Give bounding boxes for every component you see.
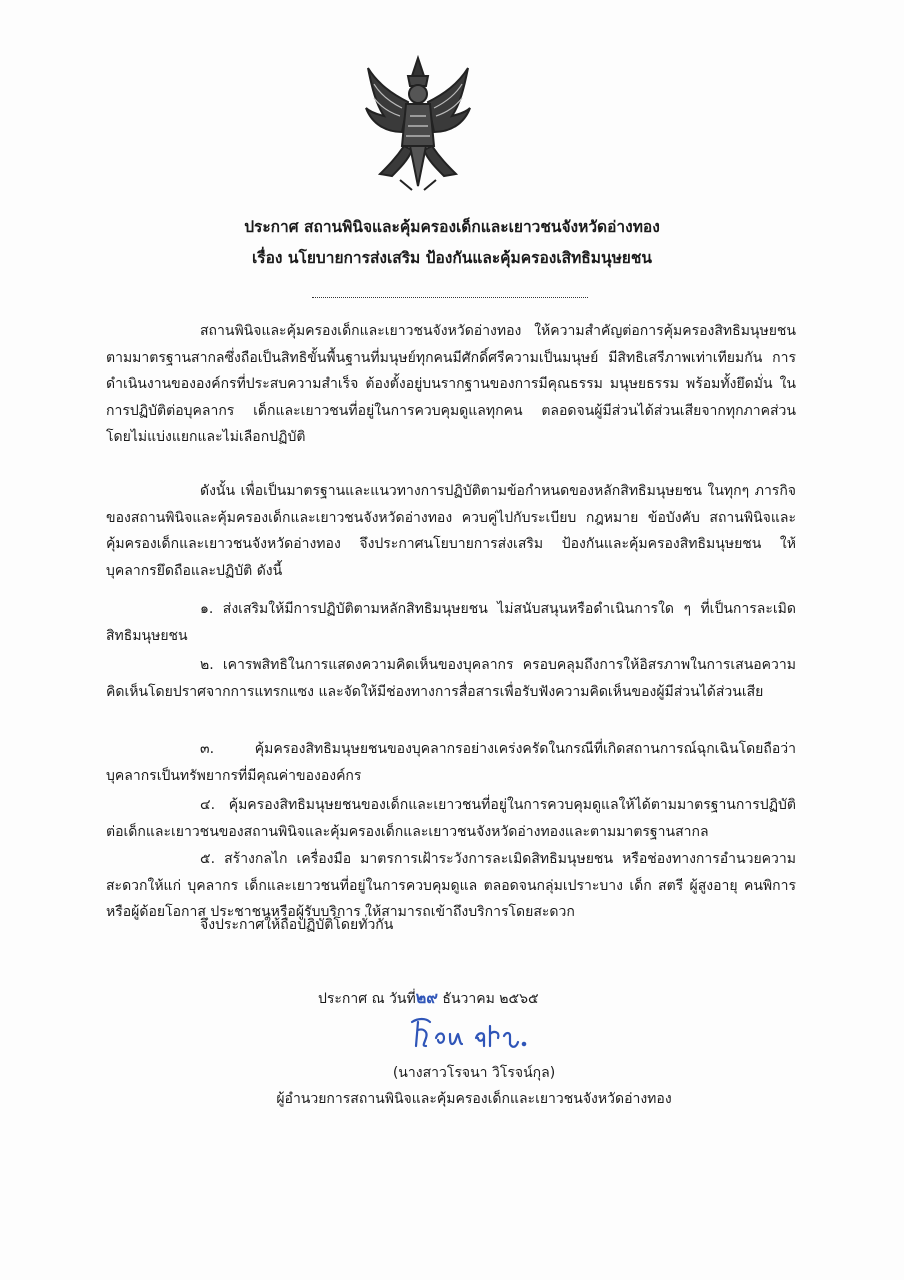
closing-statement: จึงประกาศให้ถือปฏิบัติโดยทั่วกัน [200, 917, 394, 933]
list-item: ๔. คุ้มครองสิทธิมนุษยชนของเด็กและเยาวชนที่อยู่ในการควบคุมดูแลให้ได้ตามมาตรฐานการปฏิบัติต่อเด็กและเยาวชนของสถานพินิจและคุ้มครองเด็กและเยาวชนจังหวัดอ่างทองและตามมาตรฐานสากล [106, 797, 796, 840]
signatory-position: ผู้อำนวยการสถานพินิจและคุ้มครองเด็กและเยาวชนจังหวัดอ่างทอง [276, 1091, 672, 1107]
policy-item-1 [106, 596, 796, 649]
garuda-emblem-icon [362, 54, 474, 194]
date-month-year: ธันวาคม ๒๕๖๕ [442, 991, 539, 1007]
handwritten-signature [404, 1010, 534, 1058]
list-item: ๓. คุ้มครองสิทธิมนุษยชนของบุคลากรอย่างเคร่งครัดในกรณีที่เกิดสถานการณ์ฉุกเฉินโดยถือว่าบุคลากรเป็นทรัพยากรที่มีคุณค่าขององค์กร [106, 741, 796, 784]
announcement-title: ประกาศ สถานพินิจและคุ้มครองเด็กและเยาวชนจังหวัดอ่างทอง [244, 218, 660, 236]
signatory-name: (นางสาวโรจนา วิโรจน์กุล) [392, 1065, 556, 1081]
paragraph-text: ดังนั้น เพื่อเป็นมาตรฐานและแนวทางการปฏิบัติตามข้อกำหนดของหลักสิทธิมนุษยชน ในทุกๆ ภารกิจของสถานพินิจและคุ้มครองเด็กและเยาวชนจังหวัดอ่างทอง ควบคู่ไปกับระเบียบ กฎหมาย ข้อบังคับ สถานพินิจและคุ้มครองเด็กและเยาวชนจังหวัดอ่างทอง จึงประกาศนโยบายการส่งเสริม ป้องกันและคุ้มครองสิทธิมนุษยชน ให้บุคลากรยึดถือและปฏิบัติ ดังนี้ [106, 483, 796, 579]
dotted-separator [312, 297, 588, 298]
date-day-handwritten: ๒๙ [415, 988, 438, 1007]
announcement-date [318, 986, 539, 1011]
paragraph-policy-intro [106, 478, 796, 584]
list-item: ๑. ส่งเสริมให้มีการปฏิบัติตามหลักสิทธิมนุษยชน ไม่สนับสนุนหรือดำเนินการใด ๆ ที่เป็นการละเมิดสิทธิมนุษยชน [106, 601, 796, 644]
policy-item-2 [106, 652, 796, 705]
date-prefix: ประกาศ ณ วันที่ [318, 991, 416, 1007]
policy-item-3 [106, 736, 796, 789]
paragraph-text: สถานพินิจและคุ้มครองเด็กและเยาวชนจังหวัดอ่างทอง ให้ความสำคัญต่อการคุ้มครองสิทธิมนุษยชน ตามมาตรฐานสากลซึ่งถือเป็นสิทธิขั้นพื้นฐานที่มนุษย์ทุกคนมีศักดิ์ศรีความเป็นมนุษย์ มีสิทธิเสรีภาพเท่าเทียมกัน การดำเนินงานขององค์กรที่ประสบความสำเร็จ ต้องตั้งอยู่บนรากฐานของการมีคุณธรรม มนุษยธรรม พร้อมทั้งยึดมั่น ในการปฏิบัติต่อบุคลากร เด็กและเยาวชนที่อยู่ในการควบคุมดูแลทุกคน ตลอดจนผู้มีส่วนได้ส่วนเสียจากทุกภาคส่วน โดยไม่แบ่งแยกและไม่เลือกปฏิบัติ [106, 323, 796, 445]
announcement-subject: เรื่อง นโยบายการส่งเสริม ป้องกันและคุ้มครองเสิทธิมนุษยชน [252, 249, 652, 267]
list-item: ๕. สร้างกลไก เครื่องมือ มาตรการเฝ้าระวังการละเมิดสิทธิมนุษยชน หรือช่องทางการอำนวยความสะดวกให้แก่ บุคลากร เด็กและเยาวชนที่อยู่ในการควบคุมดูแล ตลอดจนกลุ่มเปราะบาง เด็ก สตรี ผู้สูงอายุ คนพิการหรือผู้ด้อยโอกาส ประชาชนหรือผู้รับบริการ ให้สามารถเข้าถึงบริการโดยสะดวก [106, 851, 796, 920]
list-item: ๒. เคารพสิทธิในการแสดงความคิดเห็นของบุคลากร ครอบคลุมถึงการให้อิสรภาพในการเสนอความคิดเห็นโดยปราศจากการแทรกแซง และจัดให้มีช่องทางการสื่อสารเพื่อรับฟังความคิดเห็นของผู้มีส่วนได้ส่วนเสีย [106, 657, 796, 700]
paragraph-intro [106, 318, 796, 451]
policy-item-4 [106, 792, 796, 845]
